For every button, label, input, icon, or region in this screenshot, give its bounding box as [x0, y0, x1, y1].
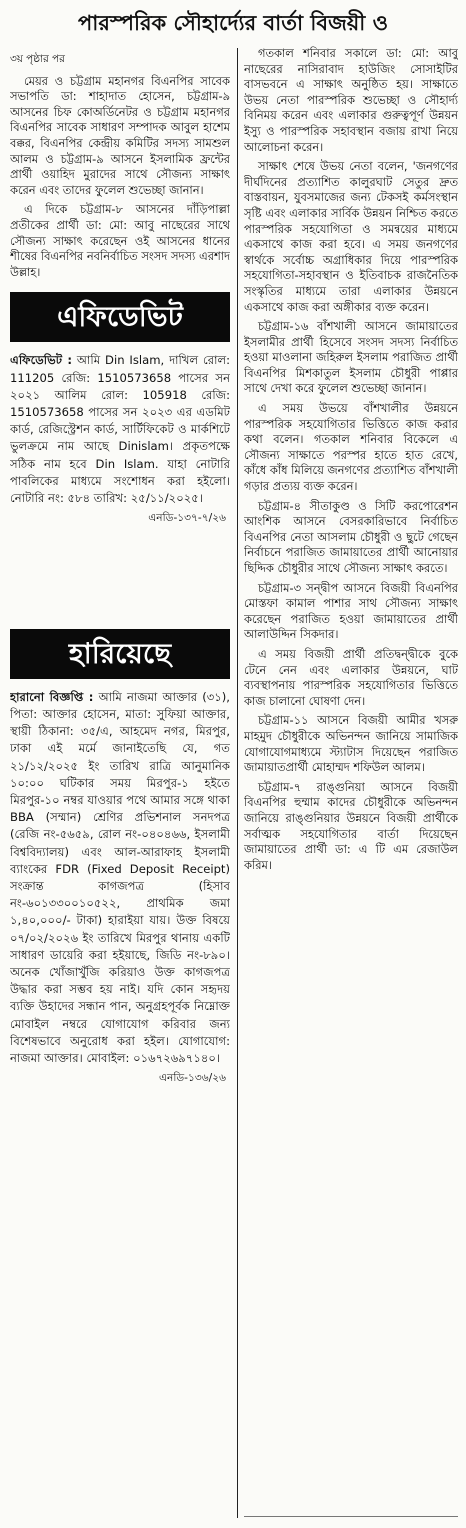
column-divider: [237, 48, 238, 1518]
affidavit-banner: এফিডেভিট: [10, 292, 230, 342]
article-paragraph: চট্টগ্রাম-১৬ বাঁশখালী আসনে জামায়াতের ইসলামীর প্রার্থী হিসেবে সংসদ সদস্য নির্বাচিত হওয়া মাওলানা জহিরুল ইসলাম পরাজিত প্রার্থী বিএনপির মিশকাতুল ইসলাম চৌধুরী পাপ্পার সাথে দেখা করে ফুলেল শুভেচ্ছা জানান।: [244, 319, 458, 396]
article-paragraph: এ সময় উভয়ে বাঁশখালীর উন্নয়নে পারস্পরিক সহযোগিতার ভিত্তিতে কাজ করার কথা বলেন। গতকাল শনিবার বিকেলে এ সৌজন্য সাক্ষাতে পরস্পর হাতে হাত রেখে, কাঁধে কাঁধ মিলিয়ে জনগণের প্রত্যাশিত বাঁশখালী গড়ার প্রত্যয় ব্যক্ত করেন।: [244, 401, 458, 494]
lost-ref: এনডি-১৩৬/২৬: [158, 1072, 226, 1085]
affidavit-notice: [10, 352, 230, 507]
right-column: [244, 46, 458, 1528]
lost-text: আমি নাজমা আক্তার (৩১), পিতা: আক্তার হোসেন, মাতা: সুফিয়া আক্তার, স্থায়ী ঠিকানা: ৩৫/এ, আহমেদ নগর, মিরপুর, ঢাকা এই মর্মে জানাইতেছি যে, গত ২১/১২/২০২৫ ইং তারিখ রাত্রি আনুমানিক ১০:০০ ঘটিকার সময় মিরপুর-১ হইতে মিরপুর-১০ নম্বর যাওয়ার পথে আমার সঙ্গে থাকা BBA (সম্মান) শ্রেণির প্রভিশনাল সনদপত্র (রেজি নং-৫৬৫৯, রোল নং-০৪০৪৬৬, ইসলামী বিশ্ববিদ্যালয়) এবং আল-আরাফাহ ইসলামী ব্যাংকের FDR (Fixed Deposit Receipt) সংক্রান্ত কাগজপত্র (হিসাব নং-৬০১৩৩০০১০৫২২, প্রাথমিক জমা ১,৪০,০০০/- টাকা) হারাইয়া যায়। উক্ত বিষয়ে ০৭/০২/২০২৬ ইং তারিখে মিরপুর থানায় একটি সাধারণ ডায়েরি করা হইয়াছে, জিডি নং-৮৯০। অনেক খোঁজাখুঁজি করিয়াও উক্ত কাগজপত্র উদ্ধার করা সম্ভব হয় নাই। যদি কোন সহৃদয় ব্যক্তি উহাদের সন্ধান পান, অনুগ্রহপূর্বক নিম্নোক্ত মোবাইল নম্বরে যোগাযোগ করিবার জন্য বিশেষভাবে অনুরোধ করা হইল। যোগাযোগ: নাজমা আক্তার। মোবাইল: ০১৬৭২৬৯৭১৪০।: [10, 689, 230, 1065]
affidavit-lead: এফিডেভিট :: [10, 353, 72, 368]
lost-lead: হারানো বিজ্ঞপ্তি :: [10, 689, 94, 704]
bottom-rule: [244, 1516, 458, 1517]
affidavit-ref: এনডি-১৩৭-৭/২৬: [148, 512, 226, 525]
article-paragraph: চট্টগ্রাম-৩ সন্দ্বীপ আসনে বিজয়ী বিএনপির মোস্তফা কামাল পাশার সাথ সৌজন্য সাক্ষাৎ করেছেন পরাজিত হওয়া জামায়াতের প্রার্থী আলাউদ্দিন সিকদার।: [244, 580, 458, 642]
spacer: [10, 531, 230, 617]
article-paragraph: চট্টগ্রাম-৪ সীতাকুণ্ড ও সিটি করপোরেশন আংশিক আসনে বেসরকারিভাবে নির্বাচিত বিএনপির নেতা আসলাম চৌধুরী ও ছুটে গেছেন নির্বাচনে পরাজিত জামায়াতের প্রার্থী আনোয়ার ছিদ্দিক চৌধুরীর সাথে সৌজন্য সাক্ষাৎ করতে।: [244, 498, 458, 575]
article-paragraph: এ সময় বিজয়ী প্রার্থী প্রতিদ্বন্দ্বীকে বুকে টেনে নেন এবং এলাকার উন্নয়নে, ঘাট ব্যবস্থাপনায় পারস্পরিক সহযোগিতার ভিত্তিতে কাজ চালানো ঘোষণা দেন।: [244, 646, 458, 708]
lost-notice: [10, 689, 230, 1067]
affidavit-text: আমি Din Islam, দাখিল রোল: 111205 রেজি: 1510573658 পাসের সন ২০২১ আলিম রোল: 105918 রেজি: 1510573658 পাসের সন ২০২৩ এর এডমিট কার্ড, রেজিস্ট্রেশন কার্ড, সার্টিফিকেট ও মার্কশিটে ভুলক্রমে নাম আছে Dinislam। প্রকৃতপক্ষে সঠিক নাম হবে Din Islam. যাহা নোটারি পাবলিকের মাধ্যমে সংশোধন করা হইলো। নোটারি নং: ৫৮৪ তারিখ: ২৫/১১/২০২৫।: [10, 353, 230, 505]
article-paragraph: চট্টগ্রাম-১১ আসনে বিজয়ী আমীর খসরু মাহমুদ চৌধুরীকে অভিনন্দন জানিয়ে সামাজিক যোগাযোগমাধ্যমে স্ট্যাটাস দিয়েছেন পরাজিত জামায়াতপ্রার্থী মোহাম্মদ শফিউল আলম।: [244, 713, 458, 775]
article-headline: পারস্পরিক সৌহার্দ্যের বার্তা বিজয়ী ও: [77, 11, 389, 35]
article-paragraph: মেয়র ও চট্টগ্রাম মহানগর বিএনপির সাবেক সভাপতি ডা: শাহাদাত হোসেন, চট্টগ্রাম-৯ আসনের চিফ কোঅর্ডিনেটর ও চট্টগ্রাম মহানগর বিএনপির সাবেক সাধারণ সম্পাদক আবুল হাশেম বক্কর, বিএনপির কেন্দ্রীয় কমিটির সদস্য সামশুল আলম ও চট্টগ্রাম-৯ আসনে ইসলামিক ফ্রন্টের প্রার্থী ওয়াহিদ মুরাদের সাথে সৌজন্য সাক্ষাৎ করেন এবং তাদের ফুলেল শুভেচ্ছা জানান।: [10, 73, 230, 197]
left-column: [10, 52, 230, 1528]
lost-banner: হারিয়েছে: [10, 629, 230, 679]
article-paragraph: চট্টগ্রাম-৭ রাঙ্গুনিয়া আসনে বিজয়ী বিএনপির হুম্মাম কাদের চৌধুরীকে অভিনন্দন জানিয়ে রাঙ্গুনিয়ার উন্নয়নে বিজয়ী প্রার্থীকে সর্বাত্মক সহযোগিতার বার্তা দিয়েছেন জামায়াতের প্রার্থী ডা: এ টি এম রেজাউল করিম।: [244, 779, 458, 872]
continued-from-label: ৩য় পৃষ্ঠার পর: [10, 53, 65, 65]
article-paragraph: গতকাল শনিবার সকালে ডা: মো: আবু নাছেরের নাসিরাবাদ হাউজিং সোসাইটির বাসভবনে এ সাক্ষাৎ অনুষ্ঠিত হয়। সাক্ষাতে উভয় নেতা পারস্পরিক শুভেচ্ছা ও সৌহার্দ্য বিনিময় করেন এবং এলাকার গুরুত্বপূর্ণ উন্নয়ন ইস্যু ও পারস্পরিক সহাবস্থান বজায় রাখা নিয়ে আলোচনা করেন।: [244, 46, 458, 154]
article-paragraph: এ দিকে চট্টগ্রাম-৮ আসনের দাঁড়িপাল্লা প্রতীকের প্রার্থী ডা: মো: আবু নাছেরের সাথে সৌজন্য সাক্ষাৎ করেছেন ওই আসনের ধানের শীষের বিএনপির নবনির্বাচিত সংসদ সদস্য এরশাদ উল্লাহ।: [10, 202, 230, 279]
article-paragraph: সাক্ষাৎ শেষে উভয় নেতা বলেন, 'জনগণের দীর্ঘদিনের প্রত্যাশিত কালুরঘাট সেতুর দ্রুত বাস্তবায়ন, যুবসমাজের জন্য টেকসই কর্মসংস্থান সৃষ্টি এবং এলাকার সার্বিক উন্নয়ন নিশ্চিত করতে পারস্পরিক সহযোগিতা ও সমন্বয়ের মাধ্যমে একসাথে কাজ করা হবে। এ সময় জনগণের স্বার্থকে সর্বোচ্চ অগ্রাধিকার দিয়ে পারস্পরিক সহযোগিতা-সহাবস্থান ও ইতিবাচক রাজনৈতিক সংস্কৃতির মাধ্যমে তারা এলাকার উন্নয়নে একসাথে কাজ করা অঙ্গীকার ব্যক্ত করেন।: [244, 159, 458, 314]
